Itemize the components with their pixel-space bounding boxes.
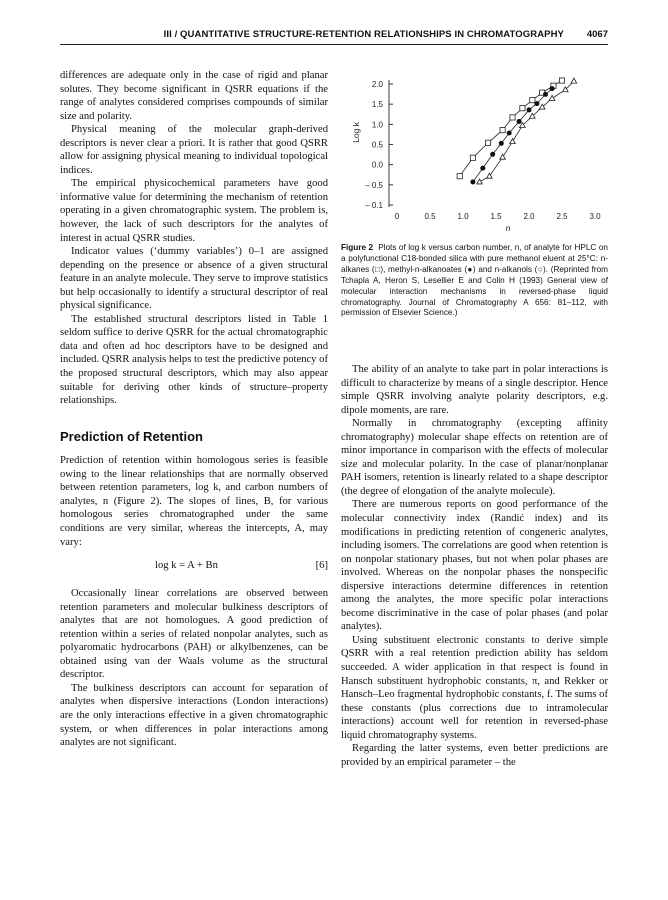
running-header — [60, 29, 608, 43]
y-tick-label: 0.0 — [371, 160, 383, 170]
paragraph: The bulkiness descriptors can account for separation of analytes when dispersive interactions (London interactions) are the only interactions effective in a given chromatographic system, or when differences in polar interactions among analytes are not significant. — [60, 682, 328, 749]
right-column — [341, 363, 608, 769]
equation-number: [6] — [315, 560, 328, 572]
chart-axes — [351, 80, 601, 233]
data-point-triangle — [510, 139, 516, 144]
data-point-square — [530, 98, 535, 103]
figure-caption — [341, 243, 608, 319]
header-rule — [60, 44, 608, 45]
data-point-circle — [507, 130, 512, 135]
data-point-circle — [517, 119, 522, 124]
data-point-square — [500, 127, 505, 132]
paragraph: Regarding the latter systems, even better predictions are provided by an empirical parameter – the — [341, 743, 608, 768]
data-point-triangle — [549, 95, 555, 100]
y-tick-label: 2.0 — [371, 80, 383, 89]
paragraph: differences are adequate only in the case of rigid and planar solutes. They become significant in QSRR equations if the range of analytes considered comprises compounds of similar size and polarity. — [60, 70, 328, 122]
x-tick-label: 2.5 — [556, 212, 568, 221]
y-tick-label: – 0.1 — [365, 201, 383, 210]
y-tick-label: 1.0 — [371, 120, 383, 130]
data-point-triangle — [477, 179, 483, 184]
x-tick-label: 1.0 — [457, 212, 469, 221]
header-title: III / QUANTITATIVE STRUCTURE-RETENTION RELATIONSHIPS IN CHROMATOGRAPHY — [163, 29, 564, 40]
paragraph: Physical meaning of the molecular graph-derived descriptors is never clear a priori. It is rather that good QSRR allow for assigning physical meaning to individual topological indices. — [60, 124, 328, 176]
data-point-square — [457, 174, 462, 179]
paragraph: There are numerous reports on good performance of the molecular connectivity index (Randić index) and its modifications in predicting retention of congeneric analytes, including isomers. The correlations are good when retention is on nonpolar stationary phases, but not when polar phases are involved. Whereas on the nonpolar phases the nonspecific dispersive interactions determine differences in retention among the analytes, the more specific polar interactions become discriminative in the case of polar phases (and polar analytes). — [341, 499, 608, 633]
x-tick-label: 3.0 — [589, 212, 601, 221]
x-tick-label: 1.5 — [490, 212, 502, 221]
data-point-circle — [499, 141, 504, 146]
figure-label: Figure 2 — [341, 243, 374, 252]
paragraph: The empirical physicochemical parameters have good informative value for determining the mechanism of retention operating in a given chromatographic system. The problem is, however, the lack of such descriptors for the analytes of interest in actual QSRR studies. — [60, 178, 328, 244]
data-point-circle — [480, 166, 485, 171]
data-point-triangle — [571, 78, 577, 83]
paragraph: Normally in chromatography (excepting affinity chromatography) molecular shape effects on retention are of minor importance in comparison with the effects of molecular size and molecular polarity. In the case of planar/nonplanar PAH isomers, retention is linearly related to a shape descriptor (the degree of elongation of the analyte molecule). — [341, 418, 608, 497]
data-point-circle — [527, 107, 532, 112]
data-point-square — [510, 115, 515, 120]
x-tick-label: 0 — [394, 212, 400, 221]
data-point-triangle — [539, 104, 545, 109]
data-point-circle — [550, 86, 555, 91]
series-line — [480, 81, 574, 182]
y-tick-label: – 0.5 — [365, 180, 383, 190]
y-tick-label: 0.5 — [371, 140, 383, 150]
equation — [60, 559, 328, 573]
data-point-square — [559, 78, 564, 83]
y-axis-label: Log k — [351, 122, 361, 143]
x-axis-label: n — [505, 223, 511, 233]
y-tick-label: 1.5 — [371, 100, 383, 110]
section-title: Prediction of Retention — [60, 428, 203, 444]
equation-text: log k = A + Bn — [155, 560, 218, 572]
data-point-circle — [534, 101, 539, 106]
chart-marks — [457, 78, 577, 185]
x-tick-label: 0.5 — [424, 212, 436, 221]
data-point-triangle — [500, 154, 506, 159]
data-point-circle — [470, 179, 475, 184]
figure-2-chart — [341, 72, 608, 242]
paragraph: The established structural descriptors listed in Table 1 seldom suffice to derive QSRR for the actual chromatographic data and often ad hoc descriptors have to be designed and included. QSRR analysis helps to test the predictive potency of the proposed structural descriptors, which may also appear suitable for deriving other kinds of structure–property relationships. — [60, 313, 328, 407]
data-point-circle — [543, 92, 548, 97]
data-point-circle — [490, 152, 495, 157]
data-point-square — [485, 140, 490, 145]
paragraph: The ability of an analyte to take part in polar interactions is difficult to characterize by means of a single descriptor. Hence simple QSRR involving analyte polarity descriptors, e.g. dipole moments, are rare. — [341, 364, 608, 416]
paragraph: Using substituent electronic constants to derive simple QSRR with a real retention prediction ability has seldom succeeded. A wider application in that respect is found in Hansch substituent hydrophobic constants, π, and Rekker or Hansch–Leo fragmental hydrophobic constants, f. The sums of these constants (plus corrections due to intramolecular interactions) account well for retention in reversed-phase liquid chromatography systems. — [341, 634, 608, 741]
data-point-square — [520, 106, 525, 111]
left-column — [60, 69, 328, 750]
page-number: 4067 — [586, 29, 608, 40]
data-point-square — [470, 155, 475, 160]
paragraph: Indicator values (‘dummy variables’) 0–1 are assigned depending on the presence or absence of a given structural feature in an analyte molecule. They serve to improve statistics but help occasionally to identify a structural descriptor of real physical significance. — [60, 246, 328, 312]
caption-text: Plots of log k versus carbon number, n, of analyte for HPLC on a polyfunctional C18-bonded silica with pure methanol eluent at 25°C: n-alkanes (□), methyl-n-alkanoates (●) and n-alkanols (○). (Reprinted from Tchapla A, Heron S, Lesellier E and Colin H (1993) General view of molecular interaction mechanisms in reversed-phase liquid chromatography. Journal of Chromatography A 656: 81–112, with permission of Elsevier Science.) — [341, 243, 608, 318]
x-tick-label: 2.0 — [523, 212, 535, 221]
paragraph: Prediction of retention within homologous series is feasible owing to the linear relationships that are normally observed between retention parameters, log k, and carbon numbers of analytes, n (Figure 2). The slopes of lines, B, for various homologous series chromatographed under the same conditions are very similar, whereas the intercepts, A, may vary: — [60, 455, 328, 548]
paragraph: Occasionally linear correlations are observed between retention parameters and molecular bulkiness descriptors of analytes that are not homologues. A good prediction of retention within a series of related nonpolar analytes, such as polyaromatic hydrocarbons (PAH) or alkylbenzenes, can be obtained using van der Waals volume as the structural descriptor. — [60, 588, 328, 681]
